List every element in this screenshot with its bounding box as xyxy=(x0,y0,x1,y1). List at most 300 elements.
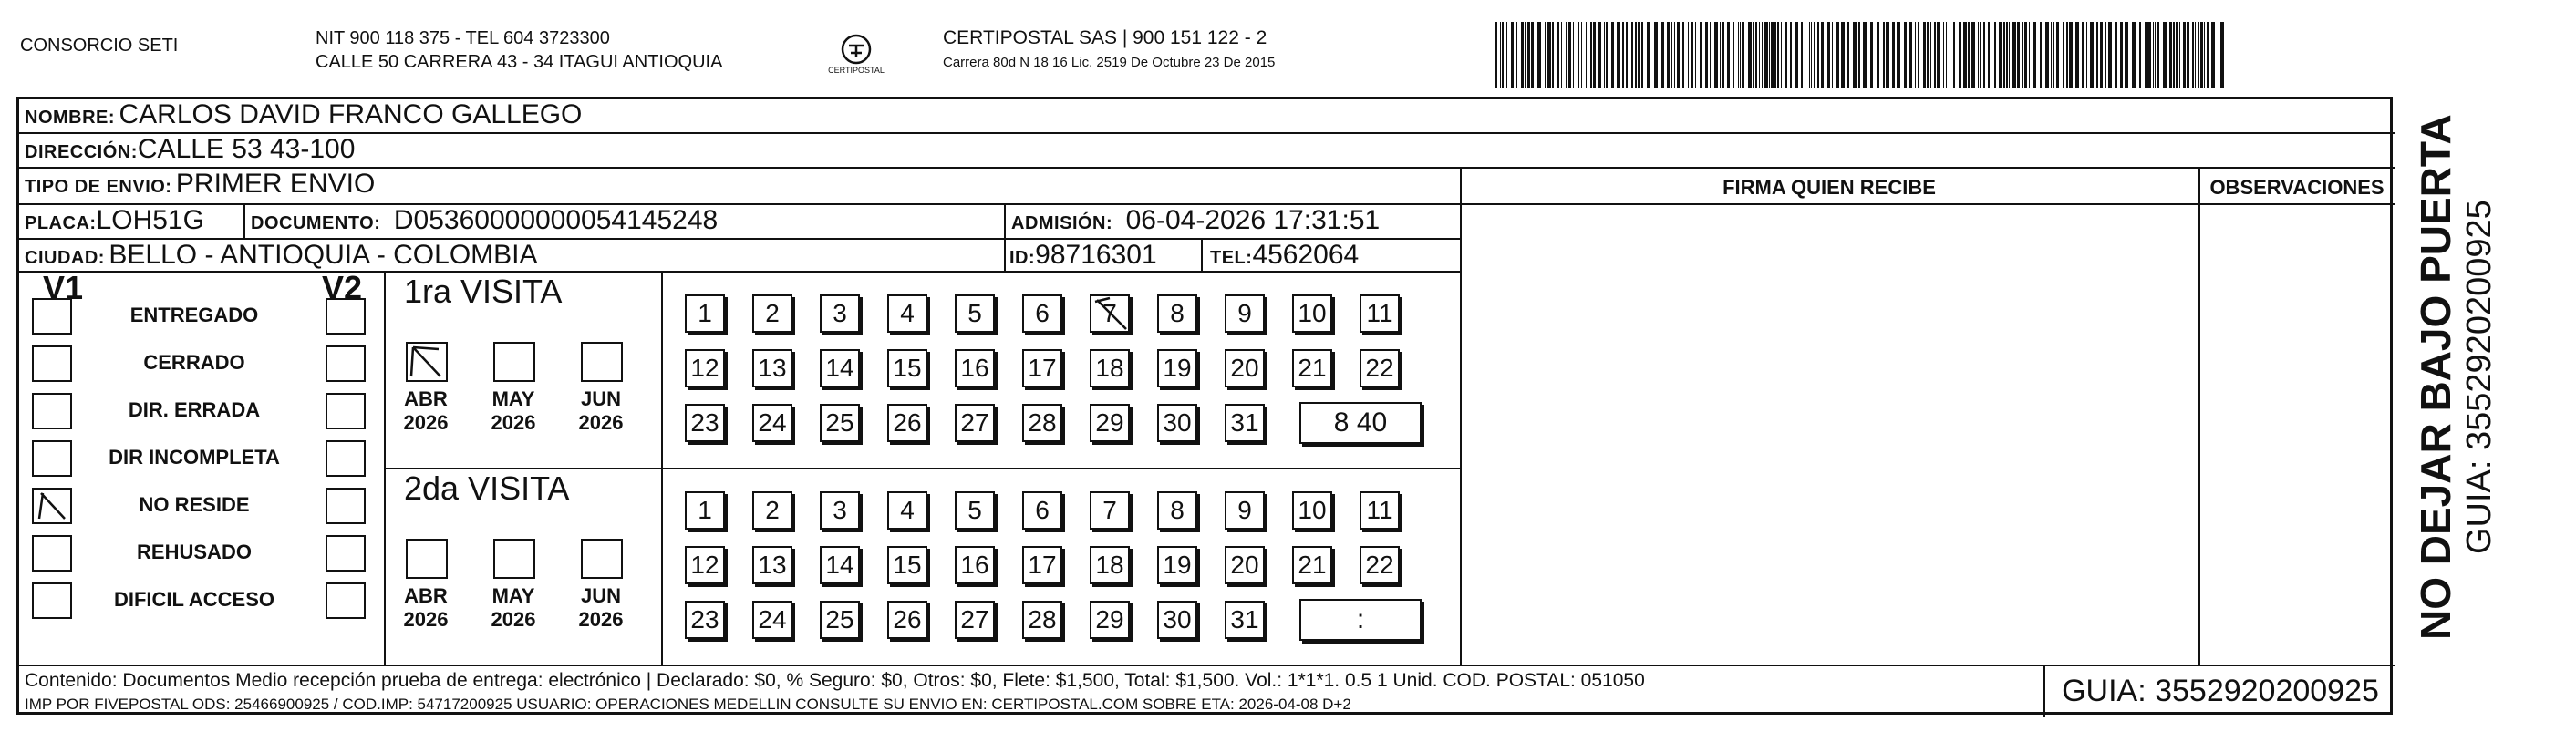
v2-checkbox[interactable] xyxy=(326,582,366,619)
barcode-bar xyxy=(1547,22,1551,88)
barcode-bar xyxy=(1638,22,1640,88)
barcode-bar xyxy=(2147,22,2151,88)
day-box[interactable]: 2 xyxy=(752,294,792,333)
day-box[interactable]: 15 xyxy=(887,349,927,387)
barcode-bar xyxy=(1762,22,1763,88)
status-option-label: ENTREGADO xyxy=(129,304,259,326)
day-box[interactable]: 19 xyxy=(1157,546,1197,584)
v2-checkbox[interactable] xyxy=(326,488,366,524)
status-option-label: NO RESIDE xyxy=(139,493,250,516)
day-box[interactable]: 15 xyxy=(887,546,927,584)
barcode-bar xyxy=(2195,22,2196,88)
day-box[interactable]: 27 xyxy=(955,601,995,639)
barcode-bar xyxy=(2204,22,2205,88)
barcode-bar xyxy=(1720,22,1721,88)
barcode-bar xyxy=(2157,22,2159,88)
observations-header: OBSERVACIONES xyxy=(2209,176,2385,199)
barcode-bar xyxy=(1886,22,1889,88)
barcode-bar xyxy=(1853,22,1857,88)
barcode-bar xyxy=(2207,22,2209,88)
barcode-bar xyxy=(1506,22,1507,88)
document-value: D05360000000054145248 xyxy=(393,205,719,235)
barcode-bar xyxy=(2173,22,2175,88)
barcode-bar xyxy=(1909,22,1912,88)
day-box[interactable]: 6 xyxy=(1022,294,1062,333)
day-box[interactable]: 31 xyxy=(1225,601,1265,639)
day-box[interactable]: 12 xyxy=(685,349,725,387)
check-mark-icon xyxy=(1091,296,1132,335)
v2-checkbox[interactable] xyxy=(326,440,366,477)
day-box[interactable]: 14 xyxy=(820,349,860,387)
barcode-bar xyxy=(1943,22,1944,88)
day-box[interactable]: 7 xyxy=(1090,491,1130,530)
month-label: ABR 2026 xyxy=(403,584,449,631)
status-option-label: DIFICIL ACCESO xyxy=(113,588,274,611)
barcode-bar xyxy=(2115,22,2117,88)
barcode-bar xyxy=(1817,22,1819,88)
barcode-bar xyxy=(1667,22,1670,88)
barcode-bar xyxy=(2198,22,2199,88)
barcode-bar xyxy=(2075,22,2079,88)
barcode-bar xyxy=(2183,22,2186,88)
month-checkbox[interactable] xyxy=(406,539,448,579)
barcode-bar xyxy=(2169,22,2172,88)
barcode-bar xyxy=(2179,22,2180,88)
logo-text: CERTIPOSTAL xyxy=(828,66,885,75)
barcode-bar xyxy=(1795,22,1798,88)
day-box[interactable]: 9 xyxy=(1225,294,1265,333)
side-guia: GUIA: 3552920200925 xyxy=(2460,200,2498,554)
barcode-bar xyxy=(1545,22,1546,88)
document-label: DOCUMENTO: xyxy=(251,213,381,233)
footer-divider xyxy=(19,665,2395,666)
barcode-bar xyxy=(1785,22,1787,88)
day-box[interactable]: 21 xyxy=(1292,349,1332,387)
barcode-bar xyxy=(1927,22,1929,88)
day-box[interactable]: 4 xyxy=(887,294,927,333)
day-box[interactable]: 13 xyxy=(752,349,792,387)
barcode-bar xyxy=(2017,22,2020,88)
barcode-bar xyxy=(2153,22,2154,88)
barcode-bar xyxy=(2155,22,2156,88)
day-box[interactable]: 5 xyxy=(955,294,995,333)
admission-label: ADMISIÓN: xyxy=(1011,213,1113,233)
barcode-bar xyxy=(2069,22,2073,88)
barcode-bar xyxy=(1590,22,1592,88)
day-box[interactable]: 6 xyxy=(1022,491,1062,530)
barcode-bar xyxy=(2063,22,2064,88)
barcode-bar xyxy=(1753,22,1754,88)
barcode-bar xyxy=(2100,22,2103,88)
barcode-bar xyxy=(2024,22,2027,88)
barcode-bar xyxy=(1654,22,1658,88)
barcode-bar xyxy=(2192,22,2194,88)
day-box[interactable]: 23 xyxy=(685,404,725,442)
barcode-bar xyxy=(1777,22,1779,88)
barcode-bar xyxy=(1988,22,1990,88)
barcode-bar xyxy=(1790,22,1792,88)
day-box[interactable]: 7 xyxy=(1090,294,1130,333)
shipment-type: PRIMER ENVIO xyxy=(175,169,376,199)
barcode-bar xyxy=(1764,22,1768,88)
status-option-label: DIR. ERRADA xyxy=(128,398,261,421)
day-box[interactable]: 29 xyxy=(1090,601,1130,639)
status-option-label: DIR INCOMPLETA xyxy=(109,446,280,469)
barcode-bar xyxy=(1733,22,1734,88)
plate-label: PLACA: xyxy=(25,213,97,233)
day-box[interactable]: 3 xyxy=(820,491,860,530)
barcode-bar xyxy=(1847,22,1849,88)
barcode-bar xyxy=(2187,22,2189,88)
city-value: BELLO - ANTIOQUIA - COLOMBIA xyxy=(109,240,538,270)
plate-divider xyxy=(243,203,245,238)
day-box[interactable]: 31 xyxy=(1225,404,1265,442)
day-box[interactable]: 29 xyxy=(1090,404,1130,442)
barcode-bar xyxy=(1877,22,1879,88)
barcode-bar xyxy=(1883,22,1885,88)
barcode-bar xyxy=(1841,22,1845,88)
barcode-bar xyxy=(1598,22,1601,88)
type-label: TIPO DE ENVIO: xyxy=(25,177,172,197)
barcode-bar xyxy=(1781,22,1782,88)
admission-divider xyxy=(1004,203,1006,271)
barcode-bar xyxy=(1801,22,1803,88)
barcode-bar xyxy=(1593,22,1596,88)
v1-checkbox[interactable] xyxy=(32,488,72,524)
barcode-bar xyxy=(2053,22,2054,88)
recipient-name: CARLOS DAVID FRANCO GALLEGO xyxy=(119,99,583,129)
month-label: JUN 2026 xyxy=(578,584,624,631)
barcode-bar xyxy=(1771,22,1774,88)
month-checkbox[interactable] xyxy=(581,539,623,579)
day-box[interactable]: 28 xyxy=(1022,601,1062,639)
barcode-bar xyxy=(1604,22,1605,88)
barcode-bar xyxy=(2066,22,2068,88)
barcode-bar xyxy=(2220,22,2224,88)
v1-checkbox[interactable] xyxy=(32,535,72,572)
barcode-bar xyxy=(1811,22,1812,88)
day-box[interactable]: 17 xyxy=(1022,349,1062,387)
barcode-bar xyxy=(1892,22,1895,88)
day-box[interactable]: 12 xyxy=(685,546,725,584)
barcode-bar xyxy=(1495,22,1497,88)
barcode-bar xyxy=(1769,22,1770,88)
day-box[interactable]: 23 xyxy=(685,601,725,639)
barcode-bar xyxy=(1934,22,1936,88)
barcode-bar xyxy=(1946,22,1947,88)
barcode-bar xyxy=(1578,22,1579,88)
barcode-bar xyxy=(1688,22,1689,88)
day-box[interactable]: 26 xyxy=(887,404,927,442)
v1-checkbox[interactable] xyxy=(32,582,72,619)
month-checkbox[interactable] xyxy=(581,342,623,382)
day-box[interactable]: 30 xyxy=(1157,601,1197,639)
barcode-bar xyxy=(1581,22,1582,88)
day-box[interactable]: 13 xyxy=(752,546,792,584)
barcode-bar xyxy=(1983,22,1985,88)
imp-line: IMP POR FIVEPOSTAL ODS: 25466900925 / COD.IMP: 54717200925 USUARIO: OPERACIONES MEDELLIN CONSULTE SU ENVIO EN: CERTIPOSTAL.COM SOBRE ETA: 2026-04-08 D+2 xyxy=(25,696,1351,713)
barcode-bar xyxy=(1537,22,1541,88)
barcode-bar xyxy=(2040,22,2042,88)
barcode-bar xyxy=(1738,22,1739,88)
barcode-bar xyxy=(1552,22,1554,88)
barcode-bar xyxy=(2096,22,2098,88)
month-checkbox[interactable] xyxy=(493,342,535,382)
v2-checkbox[interactable] xyxy=(326,393,366,429)
day-box[interactable]: 16 xyxy=(955,349,995,387)
row-divider xyxy=(19,132,2395,134)
day-box[interactable]: 21 xyxy=(1292,546,1332,584)
tel-divider xyxy=(1201,238,1203,271)
barcode-bar xyxy=(1674,22,1675,88)
barcode-bar xyxy=(1531,22,1534,88)
day-box[interactable]: 2 xyxy=(752,491,792,530)
day-box[interactable]: 17 xyxy=(1022,546,1062,584)
barcode-bar xyxy=(1930,22,1931,88)
day-box[interactable]: 24 xyxy=(752,404,792,442)
barcode-bar xyxy=(1502,22,1504,88)
barcode-bar xyxy=(1527,22,1530,88)
barcode-bar xyxy=(1963,22,1967,88)
barcode-bar xyxy=(1971,22,1975,88)
barcode-bar xyxy=(1568,22,1571,88)
day-box[interactable]: 3 xyxy=(820,294,860,333)
barcode-bar xyxy=(2126,22,2128,88)
barcode-bar xyxy=(1870,22,1873,88)
v2-checkbox[interactable] xyxy=(326,345,366,382)
day-box[interactable]: 28 xyxy=(1022,404,1062,442)
v2-checkbox[interactable] xyxy=(326,535,366,572)
visit-title: 2da VISITA xyxy=(404,469,570,507)
barcode-bar xyxy=(2082,22,2084,88)
barcode-bar xyxy=(1937,22,1940,88)
day-box[interactable]: 9 xyxy=(1225,491,1265,530)
side-warning: NO DEJAR BAJO PUERTA xyxy=(2412,114,2459,640)
barcode-bar xyxy=(1915,22,1916,88)
barcode-bar xyxy=(1561,22,1562,88)
barcode-bar xyxy=(2125,22,2126,88)
check-mark-icon xyxy=(34,490,70,522)
id-value: 98716301 xyxy=(1035,240,1157,270)
day-box[interactable]: 1 xyxy=(685,491,725,530)
month-checkbox[interactable] xyxy=(493,539,535,579)
barcode-bar xyxy=(2022,22,2023,88)
month-label: JUN 2026 xyxy=(578,387,624,434)
barcode-bar xyxy=(2176,22,2178,88)
v1-checkbox[interactable] xyxy=(32,393,72,429)
row-divider xyxy=(19,271,1460,273)
barcode-bar xyxy=(1626,22,1628,88)
barcode-bar xyxy=(2045,22,2049,88)
barcode xyxy=(1495,22,2225,88)
barcode-bar xyxy=(1748,22,1752,88)
barcode-bar xyxy=(1631,22,1633,88)
barcode-bar xyxy=(1511,22,1514,88)
barcode-bar xyxy=(1710,22,1711,88)
month-label: ABR 2026 xyxy=(403,387,449,434)
barcode-bar xyxy=(2090,22,2094,88)
day-box[interactable]: 30 xyxy=(1157,404,1197,442)
barcode-bar xyxy=(1863,22,1867,88)
plate-value: LOH51G xyxy=(96,205,204,235)
day-box[interactable]: 25 xyxy=(820,404,860,442)
day-box[interactable]: 18 xyxy=(1090,546,1130,584)
company-name: CONSORCIO SETI xyxy=(20,36,179,56)
v2-label: V2 xyxy=(322,269,363,306)
barcode-bar xyxy=(1641,22,1643,88)
status-option-label: REHUSADO xyxy=(137,541,252,563)
day-box[interactable]: 14 xyxy=(820,546,860,584)
barcode-bar xyxy=(2009,22,2010,88)
barcode-bar xyxy=(2033,22,2036,88)
day-box[interactable]: 24 xyxy=(752,601,792,639)
status-option-label: CERRADO xyxy=(143,351,245,374)
barcode-bar xyxy=(1671,22,1672,88)
barcode-bar xyxy=(2132,22,2136,88)
barcode-bar xyxy=(1622,22,1624,88)
barcode-bar xyxy=(1755,22,1757,88)
row-divider xyxy=(19,167,2395,169)
v1-checkbox[interactable] xyxy=(32,440,72,477)
barcode-bar xyxy=(1774,22,1776,88)
day-box[interactable]: 11 xyxy=(1360,294,1400,333)
barcode-bar xyxy=(1959,22,1961,88)
barcode-bar xyxy=(1827,22,1830,88)
day-box[interactable]: 16 xyxy=(955,546,995,584)
barcode-bar xyxy=(2200,22,2203,88)
day-box[interactable]: 8 xyxy=(1157,491,1197,530)
barcode-bar xyxy=(1617,22,1620,88)
month-label: MAY 2026 xyxy=(491,387,536,434)
barcode-bar xyxy=(1740,22,1741,88)
barcode-bar xyxy=(1705,22,1708,88)
admission-value: 06-04-2026 17:31:51 xyxy=(1125,205,1381,235)
barcode-bar xyxy=(2003,22,2005,88)
day-box[interactable]: 27 xyxy=(955,404,995,442)
barcode-bar xyxy=(1691,22,1693,88)
day-box[interactable]: 1 xyxy=(685,294,725,333)
barcode-bar xyxy=(1968,22,1970,88)
barcode-bar xyxy=(1521,22,1524,88)
day-box[interactable]: 20 xyxy=(1225,349,1265,387)
barcode-bar xyxy=(1904,22,1907,88)
barcode-bar xyxy=(1516,22,1517,88)
barcode-bar xyxy=(1832,22,1833,88)
barcode-bar xyxy=(1700,22,1702,88)
v2-checkbox[interactable] xyxy=(326,298,366,335)
barcode-bar xyxy=(1695,22,1696,88)
day-box[interactable]: 8 xyxy=(1157,294,1197,333)
barcode-bar xyxy=(1586,22,1587,88)
footer-guia: GUIA: 3552920200925 xyxy=(2062,674,2379,708)
barcode-bar xyxy=(1836,22,1839,88)
observations-col-divider xyxy=(2198,167,2200,665)
barcode-bar xyxy=(1980,22,1981,88)
barcode-bar xyxy=(1525,22,1526,88)
barcode-bar xyxy=(2105,22,2106,88)
signature-header: FIRMA QUIEN RECIBE xyxy=(1723,176,1936,199)
barcode-bar xyxy=(1918,22,1919,88)
barcode-bar xyxy=(1999,22,2002,88)
barcode-bar xyxy=(2145,22,2147,88)
day-box[interactable]: 5 xyxy=(955,491,995,530)
barcode-bar xyxy=(1727,22,1730,88)
barcode-bar xyxy=(2211,22,2215,88)
barcode-bar xyxy=(2139,22,2141,88)
barcode-bar xyxy=(1978,22,1979,88)
content-line: Contenido: Documentos Medio recepción prueba de entrega: electrónico | Declarado: $0, % Seguro: $0, Otros: $0, Flete: $1,500, Total: $1,500. Vol.: 1*1*1. 0.5 1 Unid. COD. POSTAL: 051050 xyxy=(25,670,1645,691)
barcode-bar xyxy=(1611,22,1614,88)
barcode-bar xyxy=(1742,22,1744,88)
day-box[interactable]: 26 xyxy=(887,601,927,639)
v1-checkbox[interactable] xyxy=(32,298,72,335)
barcode-bar xyxy=(1814,22,1815,88)
barcode-bar xyxy=(2120,22,2123,88)
signature-col-divider xyxy=(1460,167,1462,665)
barcode-bar xyxy=(1573,22,1574,88)
v1-label: V1 xyxy=(43,269,84,306)
barcode-bar xyxy=(1759,22,1760,88)
barcode-bar xyxy=(2108,22,2112,88)
day-box[interactable]: 22 xyxy=(1360,546,1400,584)
barcode-bar xyxy=(1923,22,1926,88)
month-label: MAY 2026 xyxy=(491,584,536,631)
name-label: NOMBRE: xyxy=(25,108,116,128)
day-box[interactable]: 10 xyxy=(1292,294,1332,333)
license-line: Carrera 80d N 18 16 Lic. 2519 De Octubre 23 De 2015 xyxy=(943,55,1276,70)
check-mark-icon xyxy=(408,344,446,380)
barcode-bar xyxy=(1557,22,1559,88)
v1-checkbox[interactable] xyxy=(32,345,72,382)
day-box[interactable]: 20 xyxy=(1225,546,1265,584)
barcode-bar xyxy=(1566,22,1567,88)
barcode-bar xyxy=(1677,22,1680,88)
barcode-bar xyxy=(1821,22,1824,88)
day-box[interactable]: 10 xyxy=(1292,491,1332,530)
city-label: CIUDAD: xyxy=(25,248,105,268)
day-box[interactable]: 22 xyxy=(1360,349,1400,387)
day-box[interactable]: 19 xyxy=(1157,349,1197,387)
day-box[interactable]: 11 xyxy=(1360,491,1400,530)
delivery-form xyxy=(16,97,2393,715)
visit-time-box[interactable]: : xyxy=(1299,599,1422,641)
month-checkbox[interactable] xyxy=(406,342,448,382)
tel-value: 4562064 xyxy=(1252,240,1360,270)
barcode-bar xyxy=(2006,22,2008,88)
barcode-bar xyxy=(1635,22,1637,88)
visit-time-box[interactable]: 8 40 xyxy=(1299,402,1422,444)
barcode-bar xyxy=(1661,22,1664,88)
day-box[interactable]: 25 xyxy=(820,601,860,639)
barcode-bar xyxy=(1714,22,1718,88)
day-box[interactable]: 18 xyxy=(1090,349,1130,387)
day-box[interactable]: 4 xyxy=(887,491,927,530)
barcode-bar xyxy=(1722,22,1724,88)
barcode-bar xyxy=(1809,22,1810,88)
barcode-bar xyxy=(1682,22,1684,88)
address-label: DIRECCIÓN: xyxy=(25,142,138,162)
barcode-bar xyxy=(1897,22,1900,88)
barcode-bar xyxy=(2086,22,2087,88)
recipient-address: CALLE 53 43-100 xyxy=(137,134,356,164)
barcode-bar xyxy=(2029,22,2030,88)
barcode-bar xyxy=(2012,22,2016,88)
barcode-bar xyxy=(2056,22,2059,88)
visit-title: 1ra VISITA xyxy=(404,273,563,310)
address-line: CALLE 50 CARRERA 43 - 34 ITAGUI ANTIOQUIA xyxy=(316,52,723,72)
carrier-line: CERTIPOSTAL SAS | 900 151 122 - 2 xyxy=(943,27,1267,48)
barcode-bar xyxy=(1858,22,1860,88)
